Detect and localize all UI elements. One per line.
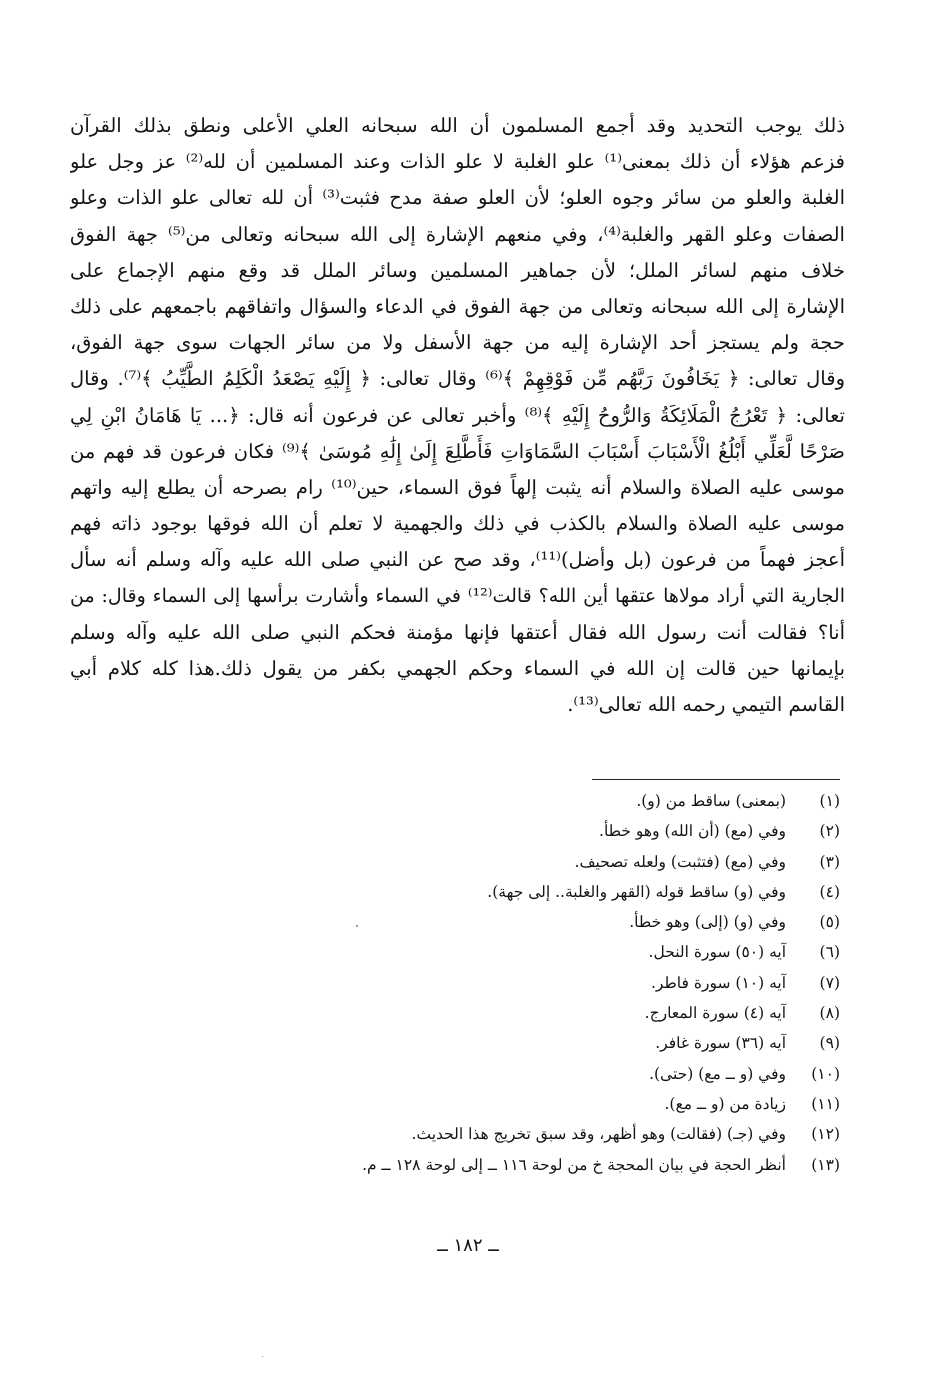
footnote-text: آيه (٤) سورة المعارج.: [644, 1004, 786, 1023]
footnote: [160, 1028, 840, 1058]
footnote: [160, 968, 840, 998]
footnote-number: (١): [819, 792, 840, 810]
footnote-number: (١٣): [811, 1155, 840, 1174]
text-line: موسى عليه الصلاة والسلام أنه يثبت إلهاً فوق السماء، حين⁽¹⁰⁾ رام بصرحه أن يطلع إليه واتهم: [70, 475, 845, 499]
footnotes: [160, 786, 840, 1180]
footnote: [160, 907, 840, 937]
page-number: ــ ١٨٢ ــ: [437, 1235, 499, 1256]
text-line: الصفات وعلو القهر والغلبة⁽⁴⁾، وفي منعهم الإشارة إلى الله سبحانه وتعالى من⁽⁵⁾ جهة الفوق: [70, 222, 845, 246]
footnote: [160, 816, 840, 846]
footnote: [160, 847, 840, 877]
footnote-text: زيادة من (و ــ مع).: [664, 1094, 786, 1113]
footnote-number: (٨): [819, 1004, 840, 1023]
footnote-number: (٩): [819, 1034, 840, 1053]
footnote-text: وفي (و) ساقط قوله (القهر والغلبة.. إلى جهة).: [487, 882, 786, 901]
text-line: ذلك يوجب التحديد وقد أجمع المسلمون أن الله سبحانه العلي الأعلى ونطق بذلك القرآن: [70, 114, 845, 137]
footnote-text: آيه (٣٦) سورة غافر.: [655, 1034, 786, 1053]
footnote: [160, 1089, 840, 1119]
footnote: [160, 998, 840, 1028]
footnote: [160, 1119, 840, 1149]
footnote: [160, 1150, 840, 1180]
footnote: [160, 937, 840, 967]
footnote-number: (٧): [819, 973, 840, 992]
text-line: وقال تعالى: ﴿ يَخَافُونَ رَبَّهُم مِّن فَوْقِهِمْ ﴾⁽⁶⁾ وقال تعالى: ﴿ إِلَيْهِ يَصْعَدُ الْكَلِمُ الطَّيِّبُ ﴾⁽⁷⁾. وقال: [70, 367, 845, 391]
footnote-text: وفي (و ــ مع) (حتى).: [649, 1064, 786, 1083]
footnote-separator: [592, 779, 840, 780]
text-line: الجارية التي أراد مولاها عتقها أين الله؟ قالت⁽¹²⁾ في السماء وأشارت برأسها إلى السماء وقال: من: [70, 585, 845, 608]
footnote-text: أنظر الحجة في بيان المحجة خ من لوحة ١١٦ ــ إلى لوحة ١٢٨ ــ م.: [362, 1155, 786, 1174]
footnote-number: (١٢): [811, 1125, 840, 1144]
footnote-text: آيه (٥٠) سورة النحل.: [648, 943, 786, 962]
footnote-text: آيه (١٠) سورة فاطر.: [650, 973, 786, 992]
text-line: أنا؟ فقالت أنت رسول الله فقال أعتقها فإنها مؤمنة فحكم النبي صلى الله عليه وآله وسلم: [70, 620, 845, 644]
footnote-number: (٤): [819, 882, 840, 901]
footnote-number: (١١): [811, 1094, 840, 1113]
footnote: [160, 1059, 840, 1089]
text-line: موسى عليه الصلاة والسلام بالكذب في ذلك والجهمية لا تعلم أن الله فوقها بوجود ذاته فهم: [70, 512, 845, 536]
footnote-number: (٦): [819, 943, 840, 962]
text-line: خلاف منهم لسائر الملل؛ لأن جماهير المسلمين وسائر الملل قد وقع منهم الإجماع على: [70, 258, 845, 282]
footnote-text: (بمعنى) ساقط من (و).: [636, 792, 786, 810]
text-line: الإشارة إلى الله سبحانه وتعالى من جهة الفوق في الدعاء والسؤال واتفاقهم باجمعهم على ذلك: [70, 294, 845, 318]
footnote-number: (٣): [819, 852, 840, 871]
footnote-text: وفي (مع) (فتثبت) ولعله تصحيف.: [574, 852, 786, 871]
text-line: حجة ولم يستجز أحد الإشارة إليه من جهة الأسفل ولا من سائر الجهات سوى جهة الفوق،: [70, 331, 845, 355]
footnote-number: (٢): [819, 822, 840, 841]
main-text: [70, 108, 845, 723]
text-line: صَرْحًا لَّعَلِّي أَبْلُغُ الْأَسْبَابَ أَسْبَابَ السَّمَاوَاتِ فَأَطَّلِعَ إِلَىٰ إِلَٰهِ مُوسَىٰ ﴾⁽⁹⁾ فكان فرعون قد فهم من: [70, 439, 845, 463]
text-line: الغلبة والعلو من سائر وجوه العلو؛ لأن العلو صفة مدح فثبت⁽³⁾ أن لله تعالى علو الذات وعلو: [70, 186, 845, 210]
footnote-number: (٥): [819, 913, 840, 932]
footnote-text: وفي (و) (إلى) وهو خطأ.: [629, 913, 786, 932]
footnote-text: وفي (مع) (أن الله) وهو خطأ.: [599, 822, 786, 841]
text-line: تعالى: ﴿ تَعْرُجُ الْمَلَائِكَةُ وَالرُّوحُ إِلَيْهِ ﴾⁽⁸⁾ وأخبر تعالى عن فرعون أنه قال: ﴿... يَا هَامَانُ ابْنِ لِي: [70, 403, 845, 427]
footnote: [160, 786, 840, 816]
text-line: بإيمانها حين قالت إن الله في السماء وحكم الجهمي بكفر من يقول ذلك.هذا كله كلام أبي: [70, 656, 845, 680]
footnote: [160, 877, 840, 907]
scan-speck: [356, 925, 358, 927]
footnote-text: وفي (جـ) (فقالت) وهو أظهر، وقد سبق تخريج هذا الحديث.: [411, 1125, 786, 1144]
footnote-number: (١٠): [811, 1064, 840, 1083]
text-line: القاسم التيمي رحمه الله تعالى⁽¹³⁾.: [567, 693, 845, 716]
text-line: فزعم هؤلاء أن ذلك بمعنى⁽¹⁾ علو الغلبة لا علو الذات وعند المسلمين أن لله⁽²⁾ عز وجل علو: [70, 150, 845, 174]
text-line: أعجز فهماً من فرعون (بل وأضل)⁽¹¹⁾، وقد صح عن النبي صلى الله عليه وآله وسلم أنه سأل: [70, 548, 845, 572]
scan-speck: [262, 1356, 263, 1357]
